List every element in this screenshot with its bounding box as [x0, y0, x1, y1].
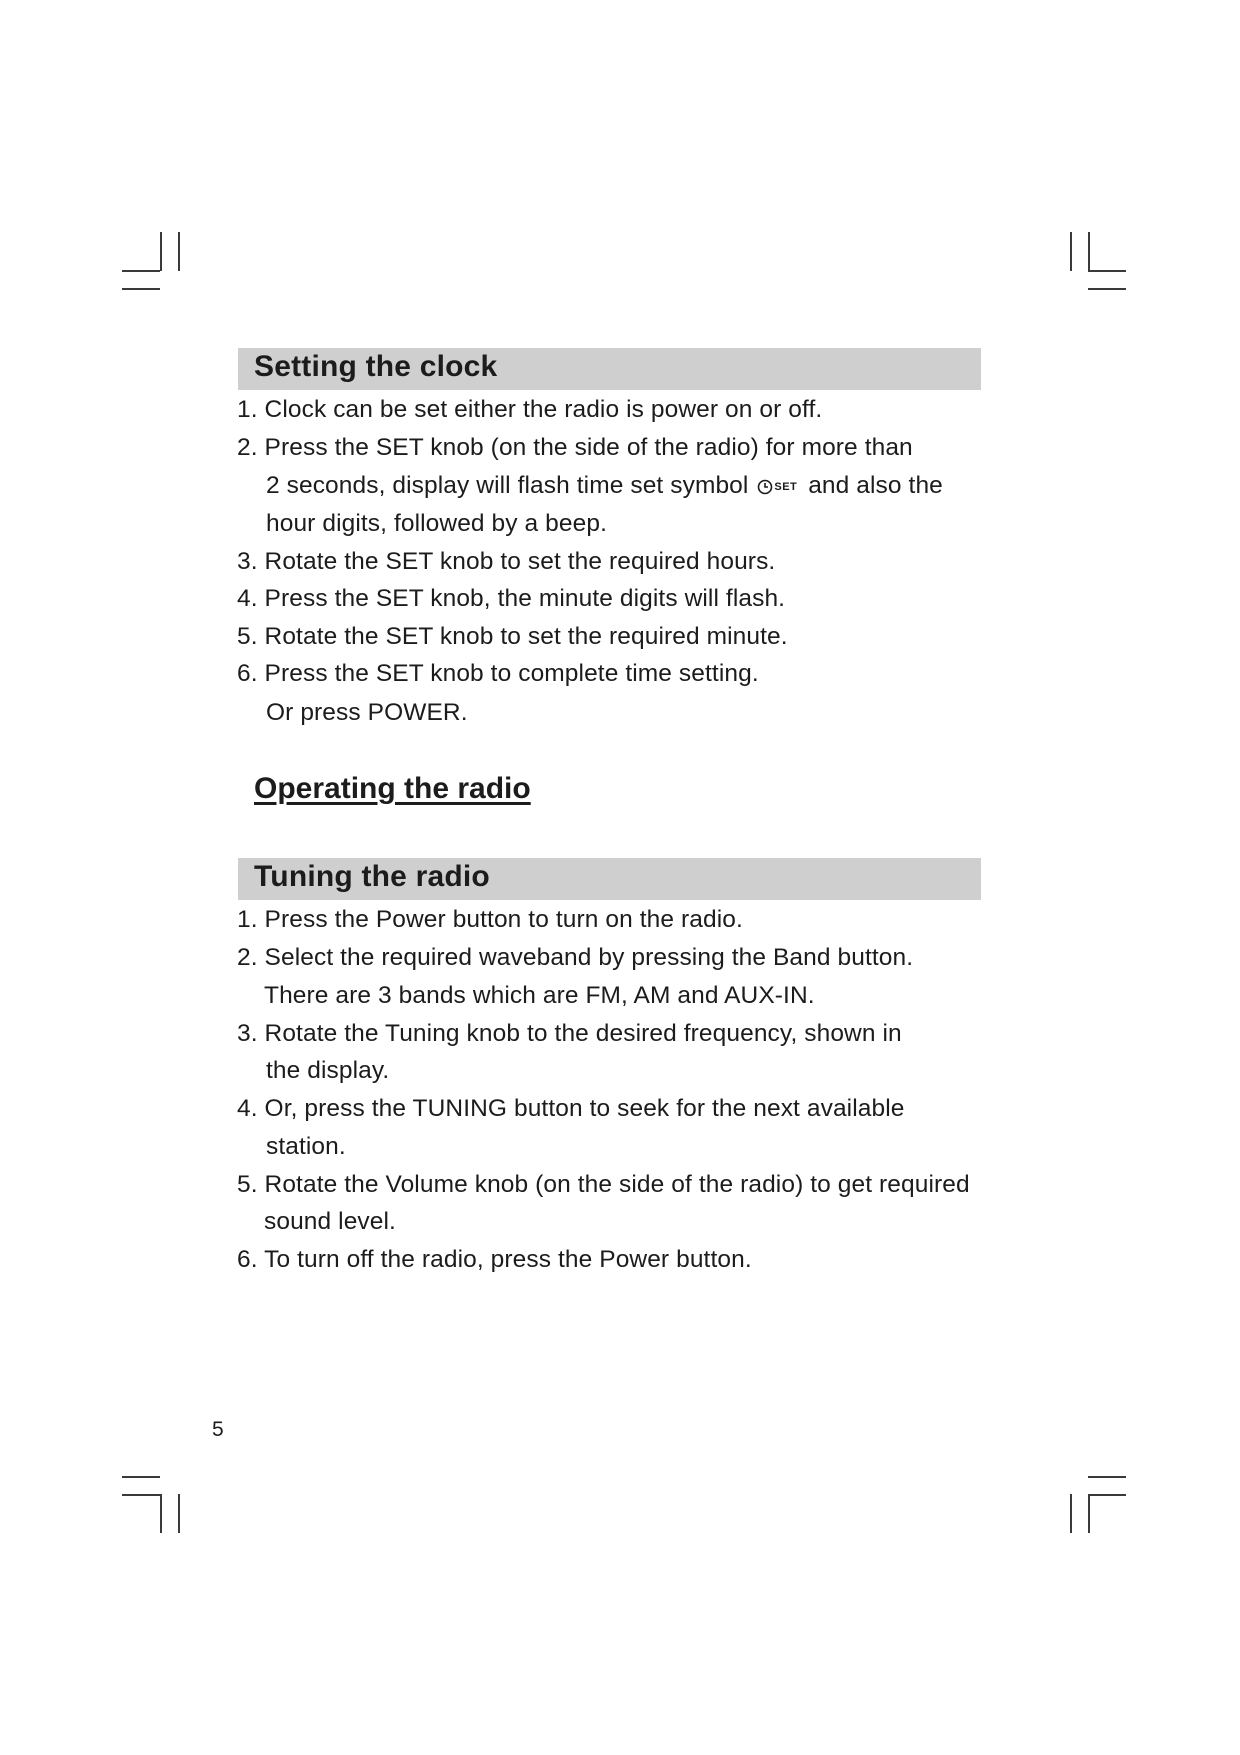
crop-mark [1070, 232, 1072, 271]
clock-step-2-cont-text: 2 seconds, display will flash time set symbol [266, 472, 749, 499]
crop-mark [178, 1494, 180, 1533]
tuning-step-4-cont: station. [266, 1133, 346, 1160]
set-symbol-label: SET [774, 480, 798, 493]
clock-step-2-cont-2: hour digits, followed by a beep. [266, 510, 607, 537]
clock-step-2-cont [266, 472, 943, 500]
crop-mark [160, 1494, 162, 1533]
tuning-step-4: 4. Or, press the TUNING button to seek for the next available [237, 1095, 905, 1122]
crop-mark [1088, 1494, 1126, 1496]
page-number: 5 [212, 1418, 224, 1441]
clock-step-6: 6. Press the SET knob to complete time setting. [237, 660, 759, 687]
clock-icon [757, 479, 773, 495]
operating-heading: Operating the radio [254, 772, 531, 805]
tuning-step-1: 1. Press the Power button to turn on the radio. [237, 906, 743, 933]
crop-mark [122, 270, 160, 272]
crop-mark [122, 1476, 160, 1478]
clock-step-2: 2. Press the SET knob (on the side of the radio) for more than [237, 434, 913, 461]
crop-mark [122, 1494, 160, 1496]
clock-step-6-cont: Or press POWER. [266, 699, 468, 726]
clock-step-1: 1. Clock can be set either the radio is power on or off. [237, 396, 823, 423]
clock-step-5: 5. Rotate the SET knob to set the required minute. [237, 623, 788, 650]
crop-mark [1088, 1476, 1126, 1478]
tuning-step-5: 5. Rotate the Volume knob (on the side of the radio) to get required [237, 1171, 970, 1198]
tuning-step-3-cont: the display. [266, 1057, 390, 1084]
crop-mark [1088, 232, 1090, 271]
tuning-step-6: 6. To turn off the radio, press the Power button. [237, 1246, 752, 1273]
crop-mark [160, 232, 162, 271]
crop-mark [1088, 1494, 1090, 1533]
crop-mark [122, 288, 160, 290]
crop-mark [1088, 270, 1126, 272]
crop-mark [1070, 1494, 1072, 1533]
clock-step-3: 3. Rotate the SET knob to set the required hours. [237, 548, 776, 575]
tuning-step-5-cont: sound level. [264, 1208, 396, 1235]
time-set-symbol [757, 479, 797, 495]
clock-step-4: 4. Press the SET knob, the minute digits will flash. [237, 585, 786, 612]
tuning-step-3: 3. Rotate the Tuning knob to the desired frequency, shown in [237, 1020, 902, 1047]
crop-mark [178, 232, 180, 271]
clock-heading: Setting the clock [254, 350, 498, 383]
crop-mark [1088, 288, 1126, 290]
tuning-step-2-cont: There are 3 bands which are FM, AM and AUX-IN. [264, 982, 815, 1009]
tuning-heading: Tuning the radio [254, 860, 490, 893]
tuning-step-2: 2. Select the required waveband by pressing the Band button. [237, 944, 914, 971]
clock-step-2-cont-text-end: and also the [808, 472, 943, 499]
